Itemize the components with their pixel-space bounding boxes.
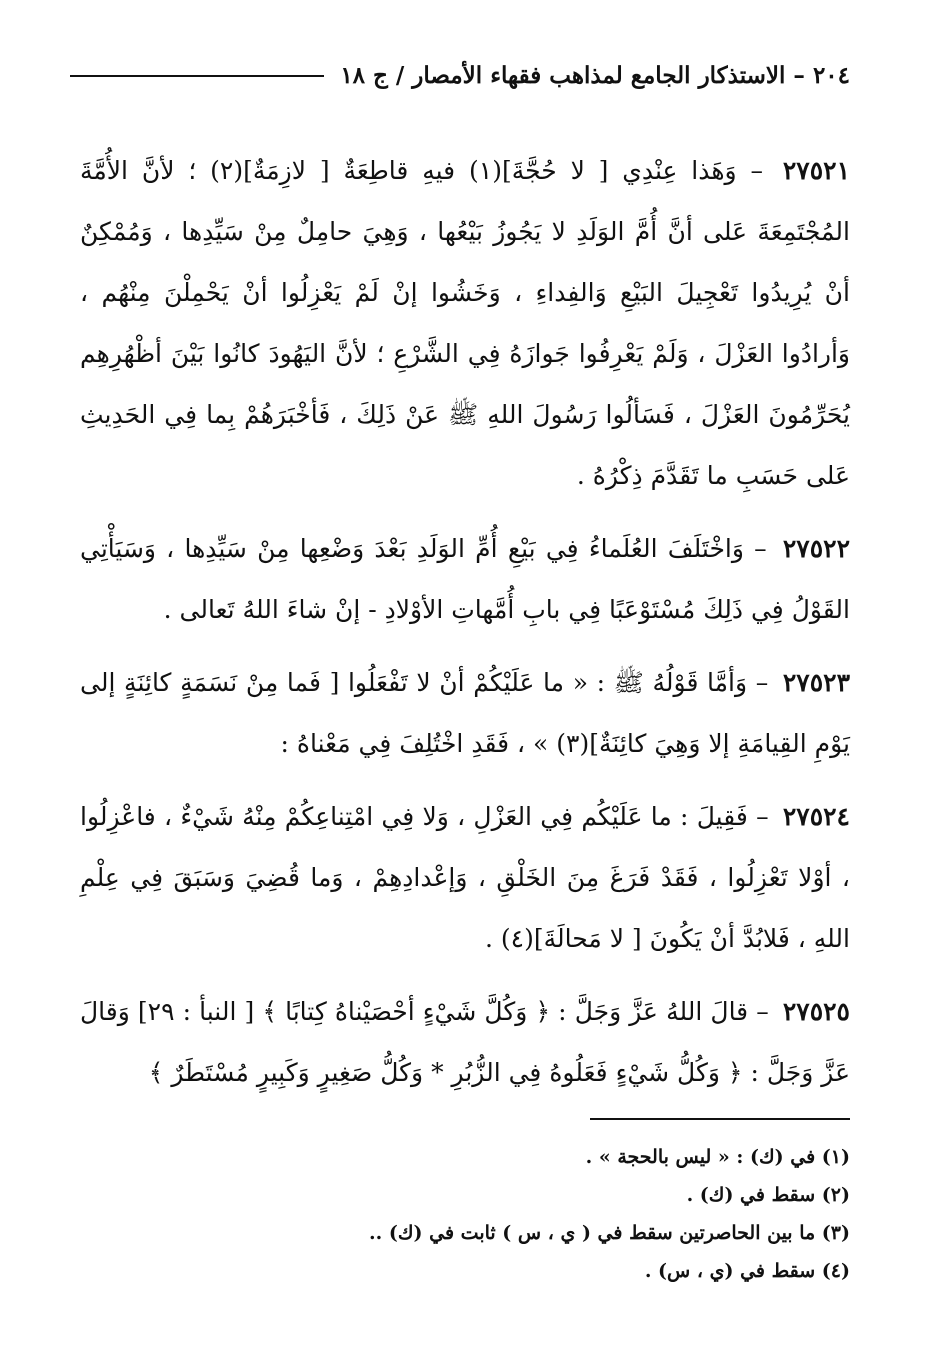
paragraph: ٢٧٥٢٤ – فَقِيلَ : ما عَلَيْكُم فِي العَزْلِ ، وَلا فِي امْتِناعِكُمْ مِنْهُ شَيْءٌ ، فاعْزِلُوا ، أوْلا تَعْزِلُوا ، فَقَدْ فَرَغَ مِنَ الخَلْقِ ، وَإعْدادِهِمْ ، وَما قُضِيَ وَسَبَقَ فِي عِلْمِ اللهِ ، فَلابُدَّ أنْ يَكُونَ [ لا مَحالَةَ](٤) . [80, 802, 850, 953]
book-title: الاستذكار الجامع لمذاهب فقهاء الأمصار / ج ١٨ [340, 62, 786, 89]
footnote: (١) في (ك) : « ليس بالحجة » . [585, 1146, 850, 1168]
paragraph-number: ٢٧٥٢٢ [782, 534, 850, 563]
footnote: (٤) سقط في (ي ، س) . [644, 1260, 850, 1282]
paragraph-number: ٢٧٥٢٥ [782, 997, 850, 1026]
paragraph: ٢٧٥٢١ – وَهَذا عِنْدِي [ لا حُجَّةَ](١) فيهِ قاطِعَةٌ [ لازِمَةٌ](٢) ؛ لأنَّ الأُمَّةَ المُجْتَمِعَةَ عَلى أنَّ أُمَّ الوَلَدِ لا يَجُوزُ بَيْعُها ، وَهِيَ حامِلٌ مِنْ سَيِّدِها ، وَمُمْكِنٌ أنْ يُرِيدُوا تَعْجِيلَ البَيْعِ وَالفِداءِ ، وَخَشُوا إنْ لَمْ يَعْزِلُوا أنْ يَحْمِلْنَ مِنْهُم ، وَأرادُوا العَزْلَ ، وَلَمْ يَعْرِفُوا جَوازَهُ فِي الشَّرْعِ ؛ لأنَّ اليَهُودَ كانُوا بَيْنَ أظْهُرِهِم يُحَرِّمُونَ العَزْلَ ، فَسَألُوا رَسُولَ اللهِ ﷺ عَنْ ذَلِكَ ، فَأخْبَرَهُمْ بِما فِي الحَدِيثِ عَلى حَسَبِ ما تَقَدَّمَ ذِكْرُهُ . [80, 156, 851, 490]
paragraph-number: ٢٧٥٢٣ [782, 668, 850, 697]
header-line: ٢٠٤ – الاستذكار الجامع لمذاهب فقهاء الأمصار / ج ١٨ [340, 62, 850, 89]
running-header [70, 56, 850, 96]
footnotes [80, 1138, 850, 1290]
paragraph: ٢٧٥٢٥ – قالَ اللهُ عَزَّ وَجَلَّ : ﴿ وَكُلَّ شَيْءٍ أحْصَيْناهُ كِتابًا ﴾ [ النبأ : ٢٩] وَقالَ عَزَّ وَجَلَّ : ﴿ وَكُلُّ شَيْءٍ فَعَلُوهُ فِي الزُّبُرِ * وَكُلُّ صَغِيرٍ وَكَبِيرٍ مُسْتَطَرٌ ﴾ [80, 997, 850, 1087]
footnote: (٢) سقط في (ك) . [686, 1184, 850, 1206]
paragraph-text: قالَ اللهُ عَزَّ وَجَلَّ : ﴿ وَكُلَّ شَيْءٍ أحْصَيْناهُ كِتابًا ﴾ [ النبأ : ٢٩] وَقالَ عَزَّ وَجَلَّ : ﴿ وَكُلُّ شَيْءٍ فَعَلُوهُ فِي الزُّبُرِ * وَكُلُّ صَغِيرٍ وَكَبِيرٍ مُسْتَطَرٌ ﴾ [80, 997, 850, 1087]
paragraph-number: ٢٧٥٢١ [782, 156, 851, 185]
page-number: ٢٠٤ [812, 62, 850, 89]
footnote-separator [590, 1118, 850, 1120]
paragraph: ٢٧٥٢٣ – وَأمَّا قَوْلُهُ ﷺ : « ما عَلَيْكُمْ أنْ لا تَفْعَلُوا [ فَما مِنْ نَسَمَةٍ كائِنَةٍ إلى يَوْمِ القِيامَةِ إلا وَهِيَ كائِنَةٌ](٣) » ، فَقَدِ اخْتُلِفَ فِي مَعْناهُ : [80, 668, 850, 758]
paragraph-text: فَقِيلَ : ما عَلَيْكُم فِي العَزْلِ ، وَلا فِي امْتِناعِكُمْ مِنْهُ شَيْءٌ ، فاعْزِلُوا ، أوْلا تَعْزِلُوا ، فَقَدْ فَرَغَ مِنَ الخَلْقِ ، وَإعْدادِهِمْ ، وَما قُضِيَ وَسَبَقَ فِي عِلْمِ اللهِ ، فَلابُدَّ أنْ يَكُونَ [ لا مَحالَةَ](٤) . [80, 802, 850, 953]
main-text [80, 140, 850, 1115]
paragraph: ٢٧٥٢٢ – وَاخْتَلَفَ العُلَماءُ فِي بَيْعِ أُمِّ الوَلَدِ بَعْدَ وَضْعِها مِنْ سَيِّدِها ، وَسَيَأْتِي القَوْلُ فِي ذَلِكَ مُسْتَوْعَبًا فِي بابِ أُمَّهاتِ الأوْلادِ - إنْ شاءَ اللهُ تَعالى . [80, 534, 850, 624]
paragraph-number: ٢٧٥٢٤ [782, 802, 850, 831]
paragraph-text: وَهَذا عِنْدِي [ لا حُجَّةَ](١) فيهِ قاطِعَةٌ [ لازِمَةٌ](٢) ؛ لأنَّ الأُمَّةَ المُجْتَمِعَةَ عَلى أنَّ أُمَّ الوَلَدِ لا يَجُوزُ بَيْعُها ، وَهِيَ حامِلٌ مِنْ سَيِّدِها ، وَمُمْكِنٌ أنْ يُرِيدُوا تَعْجِيلَ البَيْعِ وَالفِداءِ ، وَخَشُوا إنْ لَمْ يَعْزِلُوا أنْ يَحْمِلْنَ مِنْهُم ، وَأرادُوا العَزْلَ ، وَلَمْ يَعْرِفُوا جَوازَهُ فِي الشَّرْعِ ؛ لأنَّ اليَهُودَ كانُوا بَيْنَ أظْهُرِهِم يُحَرِّمُونَ العَزْلَ ، فَسَألُوا رَسُولَ اللهِ ﷺ عَنْ ذَلِكَ ، فَأخْبَرَهُمْ بِما فِي الحَدِيثِ عَلى حَسَبِ ما تَقَدَّمَ ذِكْرُهُ . [80, 156, 850, 490]
header-rule [70, 75, 324, 77]
footnote: (٣) ما بين الحاصرتين سقط في ( ي ، س ) ثابت في (ك) .. [369, 1222, 850, 1244]
paragraph-text: وَاخْتَلَفَ العُلَماءُ فِي بَيْعِ أُمِّ الوَلَدِ بَعْدَ وَضْعِها مِنْ سَيِّدِها ، وَسَيَأْتِي القَوْلُ فِي ذَلِكَ مُسْتَوْعَبًا فِي بابِ أُمَّهاتِ الأوْلادِ - إنْ شاءَ اللهُ تَعالى . [80, 534, 850, 624]
paragraph-text: وَأمَّا قَوْلُهُ ﷺ : « ما عَلَيْكُمْ أنْ لا تَفْعَلُوا [ فَما مِنْ نَسَمَةٍ كائِنَةٍ إلى يَوْمِ القِيامَةِ إلا وَهِيَ كائِنَةٌ](٣) » ، فَقَدِ اخْتُلِفَ فِي مَعْناهُ : [80, 668, 850, 758]
